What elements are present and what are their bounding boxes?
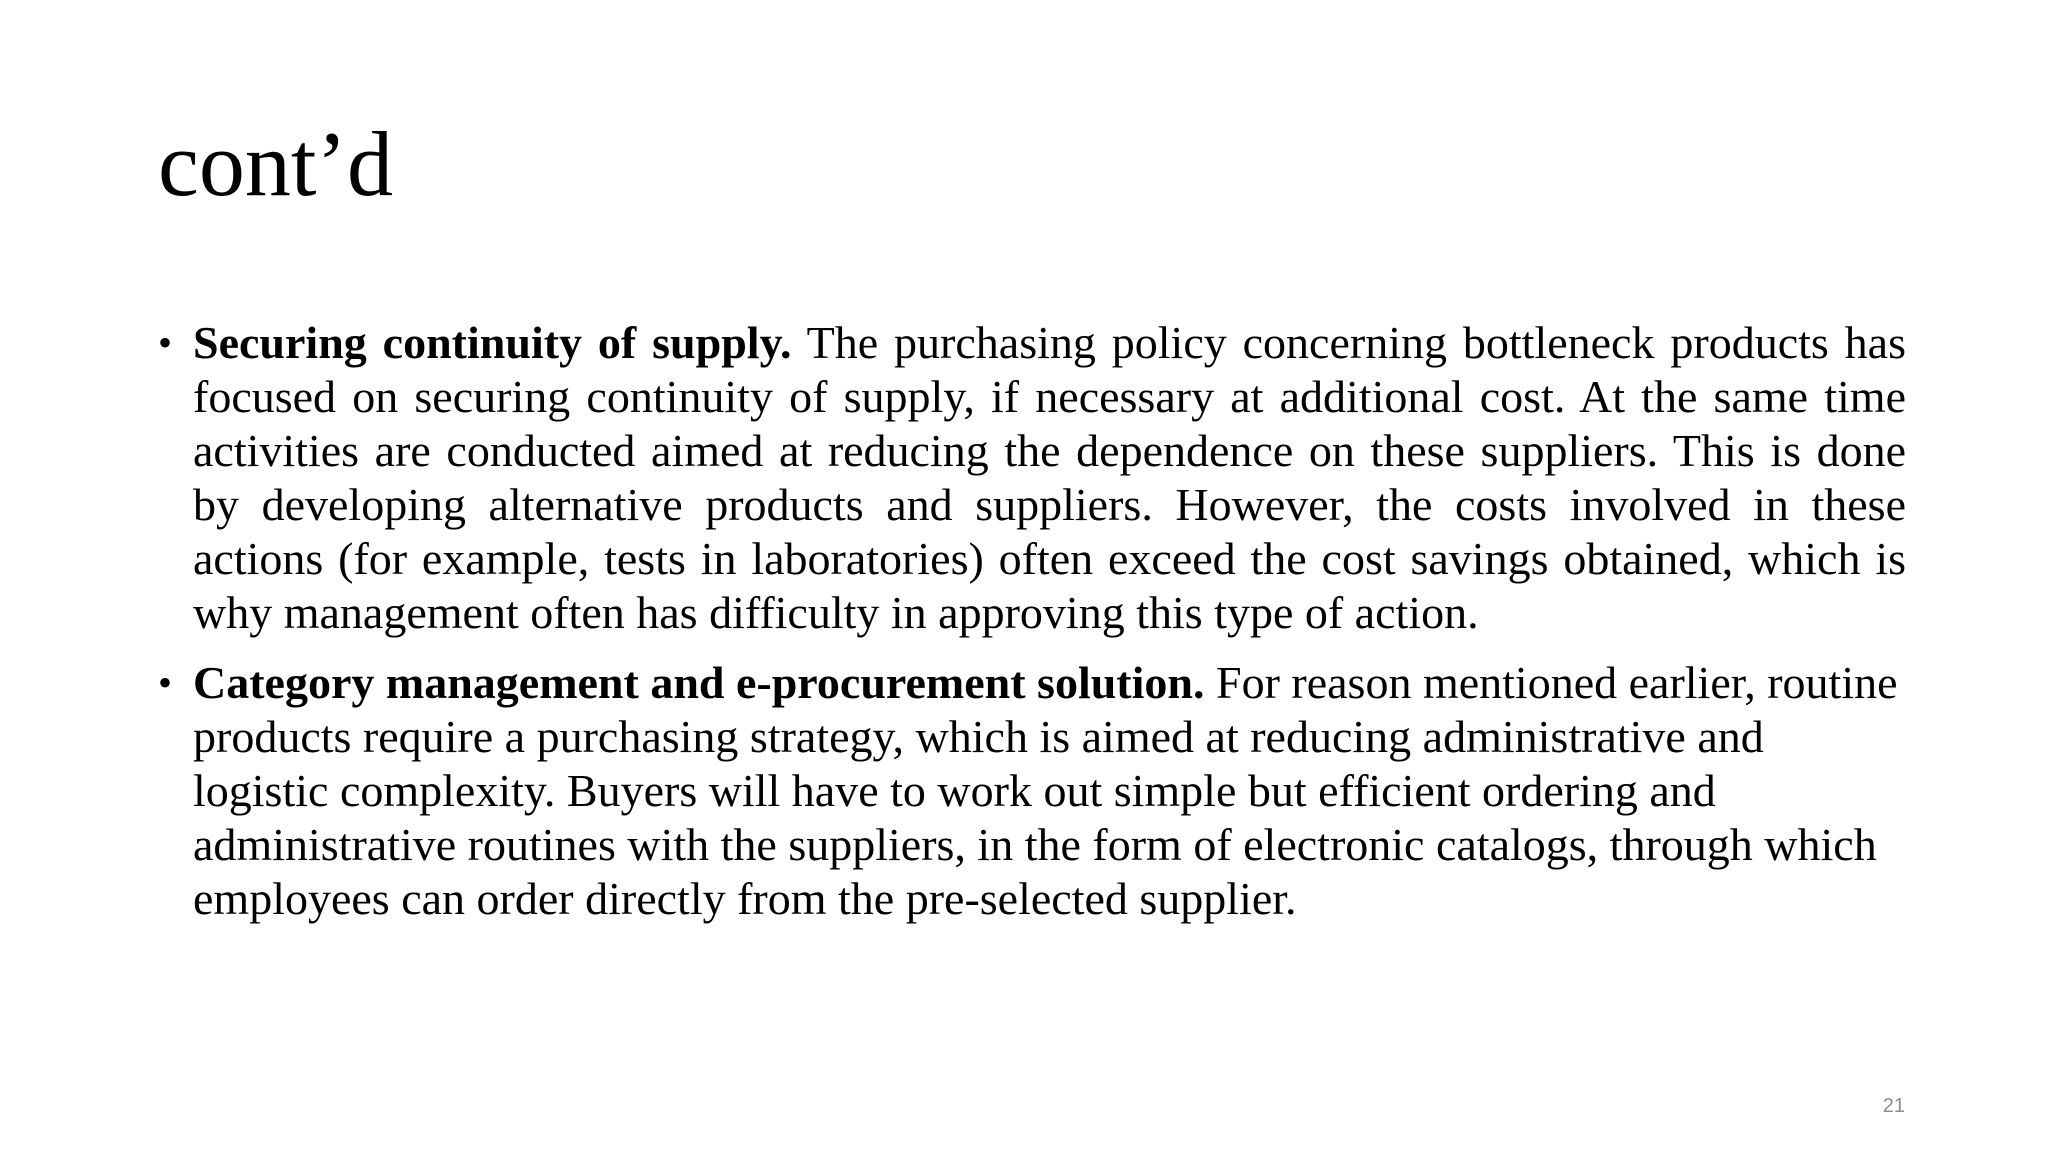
- bullet-list: [158, 316, 1906, 926]
- bullet-item-category-management: [158, 656, 1906, 926]
- slide-page-number: 21: [1882, 1095, 1905, 1117]
- bullet-icon: •: [158, 660, 173, 705]
- bullet-body-text: The purchasing policy concerning bottleneck products has focused on securing continuity of supply, if necessary at additional cost. At the same time activities are conducted aimed at reducing the dependence on these suppliers. This is done by developing alternative products and suppliers. However, the costs involved in these actions (for example, tests in laboratories) often exceed the cost savings obtained, which is why management often has difficulty in approving this type of action.: [193, 317, 1907, 638]
- bullet-icon: •: [158, 320, 173, 365]
- slide-title: cont’d: [158, 113, 394, 215]
- bullet-lead-text: Category management and e-procurement solution.: [193, 657, 1205, 708]
- bullet-lead-text: Securing continuity of supply.: [193, 317, 792, 368]
- bullet-body-text: For reason mentioned earlier, routine products require a purchasing strategy, which is aimed at reducing administrative and logistic complexity. Buyers will have to work out simple but efficient ordering and administrative routines with the suppliers, in the form of electronic catalogs, through which employees can order directly from the pre-selected supplier.: [193, 657, 1898, 924]
- bullet-item-continuity-of-supply: [158, 316, 1906, 640]
